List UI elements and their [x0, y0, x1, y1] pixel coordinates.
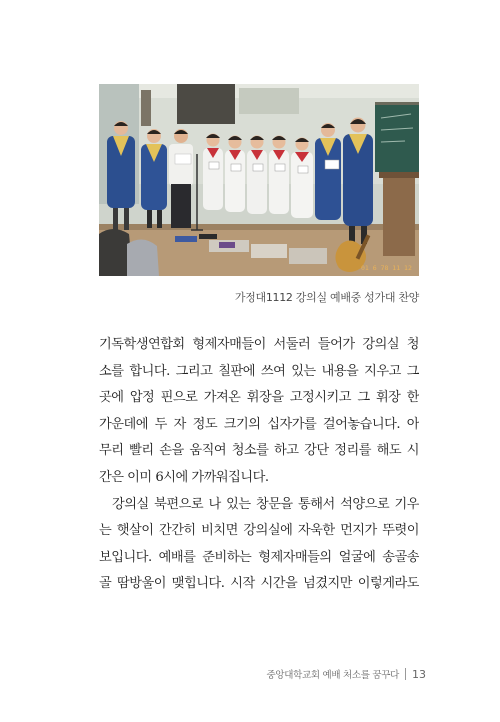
page-number: 13	[412, 667, 426, 681]
text-line: 강의실 북편으로 나 있는 창문을 통해서 석양으로 기우	[112, 496, 419, 512]
text-line: 무리 빨리 손을 움직여 청소를 하고 강단 정리를 해도 시	[99, 443, 419, 459]
text-line: 골 땀방울이 맺힙니다. 시작 시간을 넘겼지만 이렇게라도	[99, 576, 419, 592]
photo-caption: 가정대1112 강의실 예배중 성가대 찬양	[234, 291, 419, 304]
body-text	[99, 332, 419, 598]
text-line: 가운데에 두 자 정도 크기의 십자가를 걸어놓습니다. 아	[99, 416, 419, 432]
paragraph-2	[99, 492, 419, 598]
running-title: 중앙대학교회 예배 처소를 꿈꾸다	[266, 670, 399, 681]
paragraph-1	[99, 332, 419, 492]
text-line: 기독학생연합회 형제자매들이 서둘러 들어가 강의실 청	[99, 337, 419, 352]
text-line: 간은 이미 6시에 가까워집니다.	[99, 469, 269, 485]
text-line: 보입니다. 예배를 준비하는 형제자매들의 얼굴에 송골송	[99, 549, 419, 565]
choir-photo	[99, 84, 419, 276]
text-line: 곳에 압정 핀으로 가져온 휘장을 고정시키고 그 휘장 한	[99, 390, 419, 406]
photo-date-stamp: 01 6 78 11 12	[361, 264, 412, 272]
footer-divider	[405, 668, 406, 680]
page-footer	[267, 667, 426, 681]
text-line: 소를 합니다. 그리고 칠판에 쓰여 있는 내용을 지우고 그	[99, 363, 419, 379]
text-line: 는 햇살이 간간히 비치면 강의실에 자욱한 먼지가 뚜렷이	[99, 523, 419, 539]
